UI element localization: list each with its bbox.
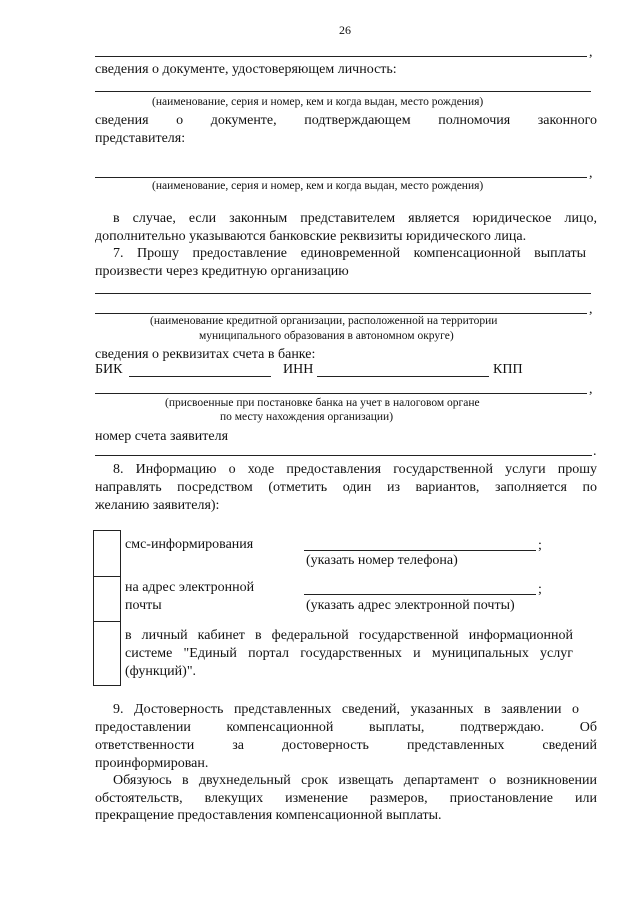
email-hint: (указать адрес электронной почты) [306,598,515,613]
page-number: 26 [339,23,351,37]
item9-line2: предоставлении компенсационной выплаты, подтверждаю. Об [95,720,597,735]
kpp-label: КПП [493,362,523,377]
semicolon: ; [538,538,542,553]
item7-line2: произвести через кредитную организацию [95,264,349,279]
period: . [593,444,597,459]
account-label: номер счета заявителя [95,429,229,444]
sms-option-checkbox[interactable] [93,530,121,578]
item8-line3: желанию заявителя): [95,498,220,513]
cabinet-option-line2: системе "Единый портал государственных и муниципальных услуг [125,646,573,661]
blank-line [95,56,587,57]
cabinet-option-line3: (функций)". [125,664,197,679]
phone-hint: (указать номер телефона) [306,553,458,568]
bank-requisites-label: сведения о реквизитах счета в банке: [95,347,316,362]
bik-label: БИК [95,362,123,377]
comma: , [589,45,593,60]
bank-name-hint-2: муниципального образования в автономном округе) [199,330,454,342]
kpp-field[interactable] [95,393,587,394]
bank-name-line[interactable] [95,293,591,294]
bank-hint-1: (присвоенные при постановке банка на учет в налоговом органе [165,397,480,409]
representative-doc-line[interactable] [95,177,587,178]
email-option-label-line2: почты [125,598,162,613]
phone-field[interactable] [304,550,536,551]
item9-line4: проинформирован. [95,756,209,771]
legal-entity-line2: дополнительно указываются банковские реквизиты юридического лица. [95,229,527,244]
identity-doc-line[interactable] [95,91,591,92]
obligation-line2: обстоятельств, влекущих изменение размеров, приостановление или [95,791,597,806]
bank-name-hint-1: (наименование кредитной организации, расположенной на территории [150,315,498,327]
representative-doc-label-line2: представителя: [95,131,186,146]
representative-doc-hint: (наименование, серия и номер, кем и когда выдан, место рождения) [152,180,484,192]
comma: , [589,382,593,397]
cabinet-option-line1: в личный кабинет в федеральной государственной информационной [125,628,573,643]
identity-doc-hint: (наименование, серия и номер, кем и когда выдан, место рождения) [152,96,484,108]
cabinet-option-checkbox[interactable] [93,621,121,686]
email-option-label-line1: на адрес электронной [125,580,255,595]
email-option-checkbox[interactable] [93,576,121,623]
comma: , [589,166,593,181]
identity-doc-label: сведения о документе, удостоверяющем личность: [95,62,397,77]
email-field[interactable] [304,594,536,595]
legal-entity-line1: в случае, если законным представителем является юридическое лицо, [113,211,597,226]
account-field[interactable] [95,455,592,456]
bank-name-line-2[interactable] [95,313,587,314]
item8-line1: 8. Информацию о ходе предоставления государственной услуги прошу [113,462,597,477]
item9-line1: 9. Достоверность представленных сведений, указанных в заявлении о [113,702,579,717]
inn-field[interactable] [317,376,489,377]
item8-line2: направлять посредством (отметить один из вариантов, заполняется по [95,480,597,495]
obligation-line1: Обязуюсь в двухнедельный срок извещать департамент о возникновении [113,773,597,788]
obligation-line3: прекращение предоставления компенсационной выплаты. [95,808,442,823]
semicolon: ; [538,582,542,597]
item9-line3: ответственности за достоверность представленных сведений [95,738,597,753]
representative-doc-label-line1: сведения о документе, подтверждающем полномочия законного [95,113,597,128]
item7-line1: 7. Прошу предоставление единовременной компенсационной выплаты [113,246,586,261]
comma: , [589,302,593,317]
sms-option-label: смс-информирования [125,537,254,552]
inn-label: ИНН [283,362,314,377]
bik-field[interactable] [129,376,271,377]
bank-hint-2: по месту нахождения организации) [220,411,394,423]
